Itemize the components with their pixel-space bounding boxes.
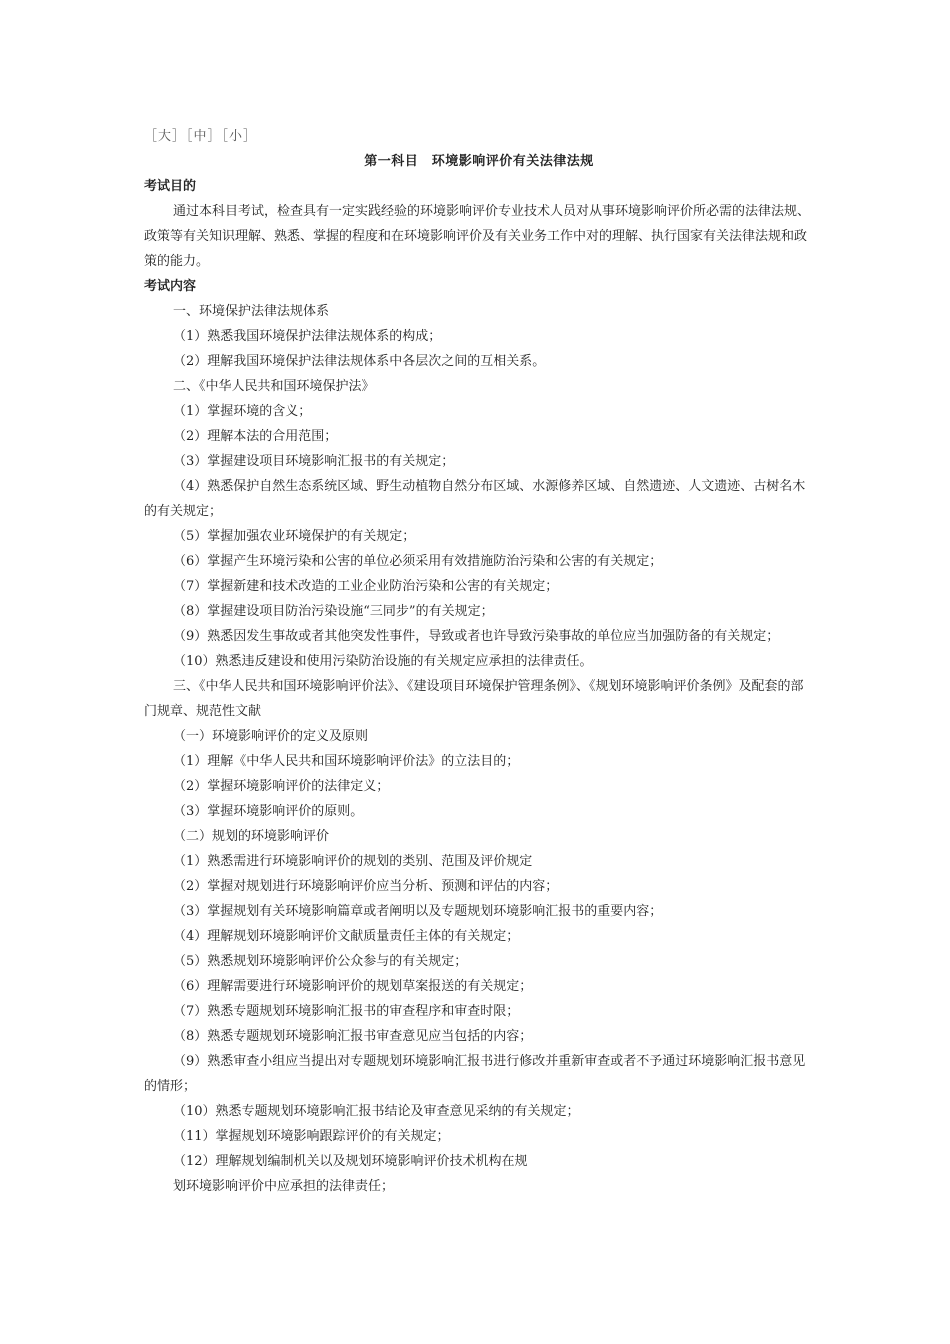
list-item: （7）掌握新建和技术改造的工业企业防治污染和公害的有关规定；	[173, 579, 559, 594]
list-item: （6）理解需要进行环境影响评价的规划草案报送的有关规定；	[173, 979, 533, 994]
list-item: （2）掌握对规划进行环境影响评价应当分析、预测和评估的内容；	[173, 879, 559, 894]
purpose-heading: 考试目的	[144, 179, 197, 194]
section-1-title: 一、环境保护法律法规体系	[173, 304, 330, 319]
list-item: （7）熟悉专题规划环境影响汇报书的审查程序和审查时限；	[173, 1004, 520, 1019]
section-2-title: 二、《中华人民共和国环境保护法》	[173, 379, 375, 394]
subsection-2-title: （二）规划的环境影响评价	[173, 829, 330, 844]
list-item: （12）理解规划编制机关以及规划环境影响评价技术机构在规	[173, 1154, 528, 1169]
font-size-small-link[interactable]: ［小］	[221, 129, 258, 144]
content-heading: 考试内容	[144, 279, 197, 294]
list-item: （4）理解规划环境影响评价文献质量责任主体的有关规定；	[173, 929, 520, 944]
font-size-medium-link[interactable]: ［中］	[186, 129, 222, 144]
list-item: （5）掌握加强农业环境保护的有关规定；	[173, 529, 416, 544]
document-title: 第一科目 环境影响评价有关法律法规	[364, 154, 594, 169]
list-item: （2）理解我国环境保护法律法规体系中各层次之间的互相关系。	[173, 354, 546, 369]
list-item: （4）熟悉保护自然生态系统区域、野生动植物自然分布区域、水源修养区域、自然遗迹、人文遗迹、古树名木的有关规定；	[144, 479, 806, 519]
list-item: （3）掌握建设项目环境影响汇报书的有关规定；	[173, 454, 455, 469]
list-item: （1）掌握环境的含义；	[173, 404, 312, 419]
list-item: （3）掌握规划有关环境影响篇章或者阐明以及专题规划环境影响汇报书的重要内容；	[173, 904, 663, 919]
font-size-large-link[interactable]: ［大］	[144, 129, 187, 144]
list-item: （8）掌握建设项目防治污染设施“三同步”的有关规定；	[173, 604, 494, 619]
purpose-paragraph: 通过本科目考试，检查具有一定实践经验的环境影响评价专业技术人员对从事环境影响评价所必需的法律法规、政策等有关知识理解、熟悉、掌握的程度和在环境影响评价及有关业务工作中对的理解、执行国家有关法律法规和政策的能力。	[144, 204, 811, 269]
list-item: （2）掌握环境影响评价的法律定义；	[173, 779, 390, 794]
list-item: （9）熟悉审查小组应当提出对专题规划环境影响汇报书进行修改并重新审查或者不予通过环境影响汇报书意见的情形；	[144, 1054, 806, 1094]
subsection-1-title: （一）环境影响评价的定义及原则	[173, 729, 369, 744]
list-item: （8）熟悉专题规划环境影响汇报书审查意见应当包括的内容；	[173, 1029, 533, 1044]
list-item: （1）理解《中华人民共和国环境影响评价法》的立法目的；	[173, 754, 520, 769]
font-size-links	[144, 124, 814, 149]
list-item: 划环境影响评价中应承担的法律责任；	[173, 1179, 395, 1194]
list-item: （5）熟悉规划环境影响评价公众参与的有关规定；	[173, 954, 468, 969]
section-3-title: 三、《中华人民共和国环境影响评价法》、《建设项目环境保护管理条例》、《规划环境影响评价条例》及配套的部门规章、规范性文献	[144, 679, 804, 719]
list-item: （6）掌握产生环境污染和公害的单位必须采用有效措施防治污染和公害的有关规定；	[173, 554, 663, 569]
list-item: （10）熟悉违反建设和使用污染防治设施的有关规定应承担的法律责任。	[173, 654, 593, 669]
list-item: （10）熟悉专题规划环境影响汇报书结论及审查意见采纳的有关规定；	[173, 1104, 580, 1119]
list-item: （2）理解本法的合用范围；	[173, 429, 338, 444]
list-item: （3）掌握环境影响评价的原则。	[173, 804, 364, 819]
list-item: （9）熟悉因发生事故或者其他突发性事件，导致或者也许导致污染事故的单位应当加强防备的有关规定；	[173, 629, 780, 644]
list-item: （11）掌握规划环境影响跟踪评价的有关规定；	[173, 1129, 450, 1144]
list-item: （1）熟悉我国环境保护法律法规体系的构成；	[173, 329, 442, 344]
document-body	[144, 124, 814, 1199]
list-item: （1）熟悉需进行环境影响评价的规划的类别、范围及评价规定	[173, 854, 533, 869]
